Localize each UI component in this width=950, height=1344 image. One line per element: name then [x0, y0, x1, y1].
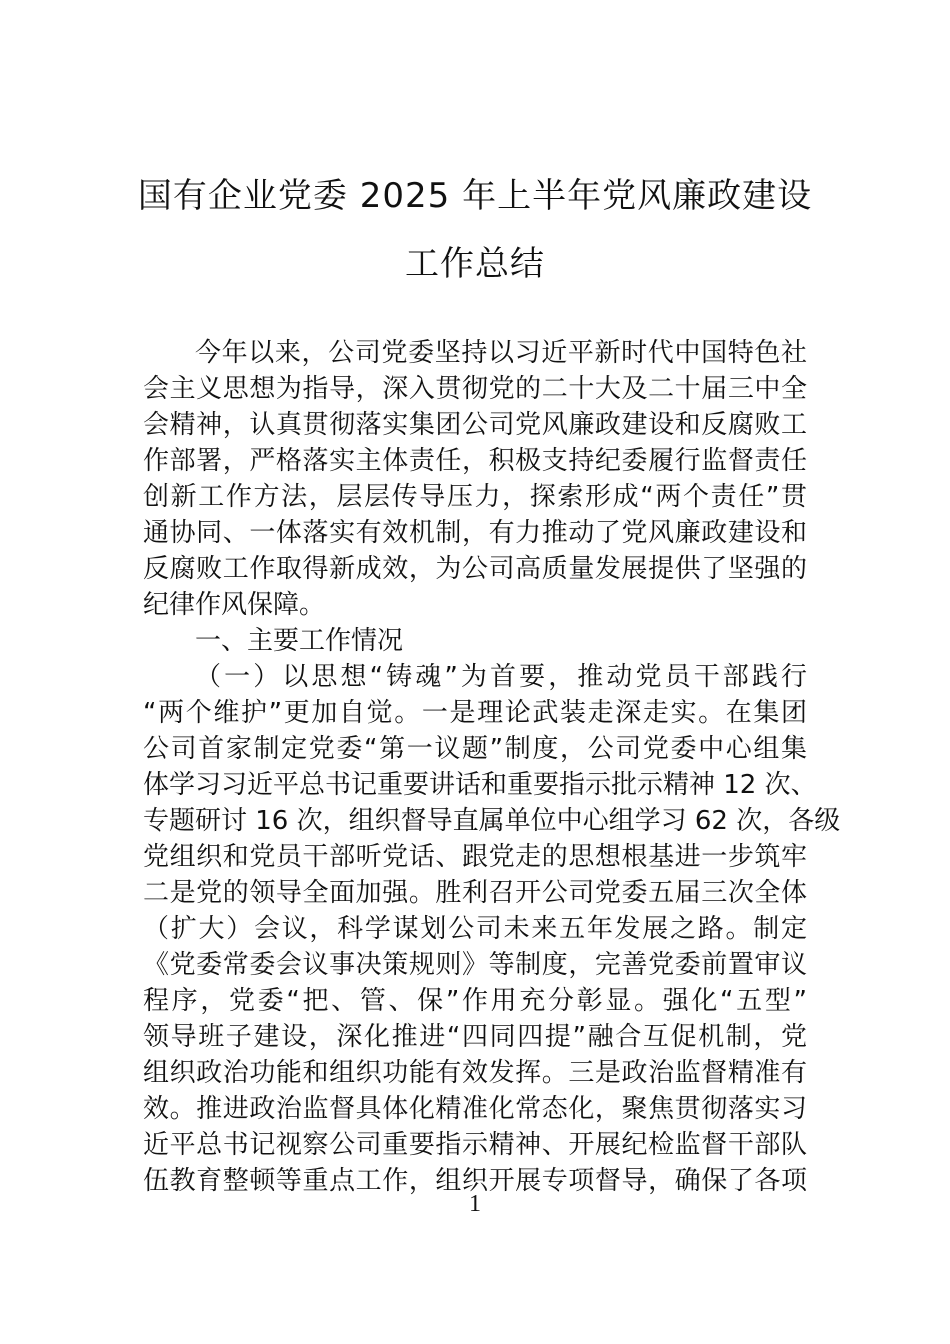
- paragraph-1-line: 反腐败工作取得新成效，为公司高质量发展提供了坚强的: [143, 554, 807, 584]
- page-number: 1: [469, 1191, 481, 1217]
- paragraph-2-line: “两个维护”更加自觉。一是理论武装走深走实。在集团: [143, 698, 807, 728]
- document-title-line-2: 工作总结: [405, 244, 545, 284]
- paragraph-1-line: 创新工作方法，层层传导压力，探索形成“两个责任”贯: [143, 482, 807, 512]
- section-heading: 一、主要工作情况: [195, 626, 404, 656]
- paragraph-2-line: 党组织和党员干部听党话、跟党走的思想根基进一步筑牢: [143, 842, 807, 872]
- paragraph-2-line: 体学习习近平总书记重要讲话和重要指示批示精神 12 次、: [143, 770, 817, 800]
- paragraph-2-line: （扩大）会议，科学谋划公司未来五年发展之路。制定: [143, 914, 807, 944]
- paragraph-2-line: （一）以思想“铸魂”为首要，推动党员干部践行: [195, 662, 807, 692]
- paragraph-2-line: 效。推进政治监督具体化精准化常态化，聚焦贯彻落实习: [143, 1094, 807, 1124]
- paragraph-1-line: 会精神，认真贯彻落实集团公司党风廉政建设和反腐败工: [143, 410, 807, 440]
- paragraph-1-line: 会主义思想为指导，深入贯彻党的二十大及二十届三中全: [143, 374, 807, 404]
- paragraph-2-line: 领导班子建设，深化推进“四同四提”融合互促机制，党: [143, 1022, 807, 1052]
- paragraph-1-line: 通协同、一体落实有效机制，有力推动了党风廉政建设和: [143, 518, 807, 548]
- paragraph-2-line: 组织政治功能和组织功能有效发挥。三是政治监督精准有: [143, 1058, 807, 1088]
- paragraph-1-line: 今年以来，公司党委坚持以习近平新时代中国特色社: [195, 338, 807, 368]
- paragraph-2-line: 二是党的领导全面加强。胜利召开公司党委五届三次全体: [143, 878, 807, 908]
- paragraph-2-line: 专题研讨 16 次，组织督导直属单位中心组学习 62 次，各级: [143, 806, 841, 836]
- paragraph-1-line: 作部署，严格落实主体责任，积极支持纪委履行监督责任: [143, 446, 807, 476]
- paragraph-2-line: 公司首家制定党委“第一议题”制度，公司党委中心组集: [143, 734, 807, 764]
- paragraph-2-line: 程序，党委“把、管、保”作用充分彰显。强化“五型”: [143, 986, 807, 1016]
- paragraph-2-line: 伍教育整顿等重点工作，组织开展专项督导，确保了各项: [143, 1166, 807, 1196]
- paragraph-2-line: 近平总书记视察公司重要指示精神、开展纪检监督干部队: [143, 1130, 807, 1160]
- document-title-line-1: 国有企业党委 2025 年上半年党风廉政建设: [137, 176, 813, 216]
- paragraph-2-line: 《党委常委会议事决策规则》等制度，完善党委前置审议: [143, 950, 807, 980]
- paragraph-1-line: 纪律作风保障。: [143, 590, 326, 620]
